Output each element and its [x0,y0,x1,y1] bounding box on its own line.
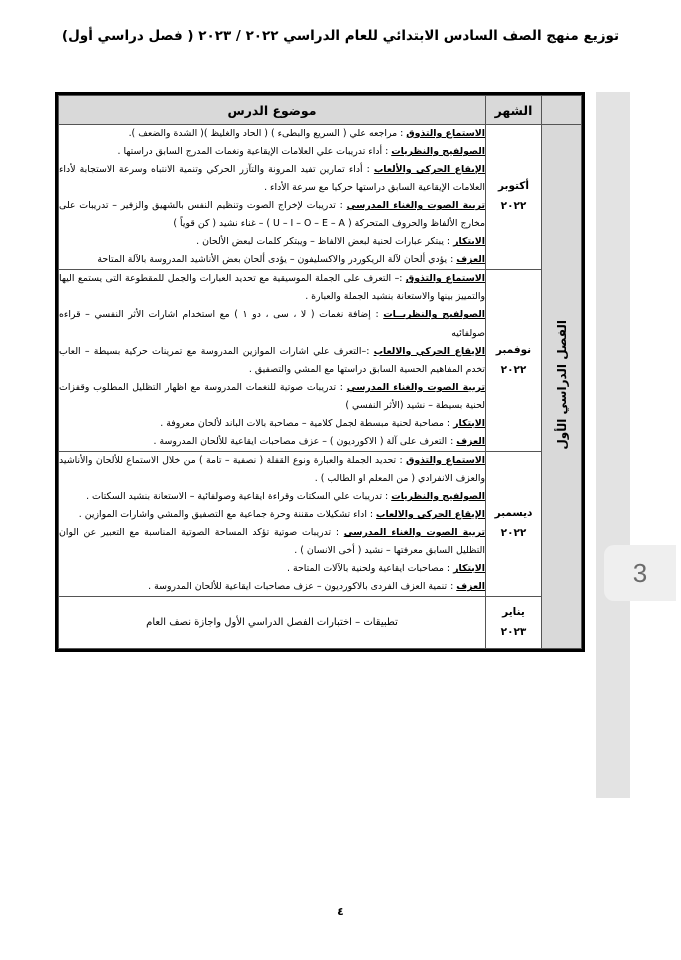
lesson-body: : مصاحبة لحنية مبسطة لجمل كلامية – مصاحبة بالات الباند لألحان معروفة . [160,417,451,429]
month-name: أكتوبر [497,180,530,193]
topic-cell [59,597,486,649]
column-header-topic: موضوع الدرس [59,96,486,125]
folio-number: ٤ [337,905,344,918]
lesson-line [65,613,479,632]
table-body [59,125,582,649]
semester-label: الفصل الدراسي الأول [554,319,569,450]
lesson-line [59,233,485,251]
month-year: ٢٠٢٣ [500,625,527,638]
lesson-line [59,143,485,161]
lesson-line [59,125,485,143]
lesson-label: تربية الصوت والغناء المدرسي [346,200,485,212]
semester-cell [542,125,582,649]
lesson-body: : اداء تشكيلات مقننة وحرة جماعية مع التصفيق والمشي واشارات الموازين . [78,508,374,520]
table-header [59,96,582,125]
lesson-label: العزف [456,581,485,593]
month-name: يناير [502,605,525,618]
lesson-label: العزف [456,435,485,447]
month-year: ٢٠٢٢ [500,200,527,213]
column-header-month: الشهر [486,96,542,125]
lesson-line [59,578,485,596]
month-cell [486,451,542,596]
month-year: ٢٠٢٢ [500,527,527,540]
lesson-line [59,379,485,415]
lesson-label: الإيقاع الحركي والالعاب [376,508,485,520]
lesson-label: الإيقاع الحركي والألعاب [373,164,485,176]
lesson-body: : أداء تمارين تفيد المرونة والتآزر الحركي وتنمية الانتباه وسرعة الاستجابة لأداء العلامات الإيقاعية السابق دراستها حركيا مع سرعة الأداء . [59,164,485,194]
lesson-line [59,488,485,506]
page-number-badge[interactable]: 3 [604,545,676,601]
lesson-line [59,415,485,433]
curriculum-table [58,95,582,649]
lesson-body: : مراجعه علي ( السريع والبطىء ) ( الحاد والغليظ )( الشدة والضعف ). [128,128,404,139]
lesson-line [59,452,485,488]
topic-cell [59,270,486,451]
scan-gutter-shade [596,92,630,798]
lesson-line [59,343,485,379]
lesson-body: : إضافة نغمات ( لا ، سى ، دو ١ ) مع استخدام اشارات الأثر النفسي – قراءه صولفائيه [59,309,485,339]
lesson-line [59,560,485,578]
lesson-body: : تنمية العزف الفردى بالاكورديون – عزف مصاحبات ايقاعية للألحان المدروسة . [148,581,454,593]
lesson-body: : تحديد الجملة والعبارة ونوع القفلة ( نصفية – تامة ) من خلال الاستماع للألحان والأناشيد والعزف الانفرادي ( من المعلم او الطالب ) . [59,454,485,484]
table-row [59,125,582,270]
page-title: توزيع منهج الصف السادس الابتدائي للعام الدراسي ٢٠٢٢ / ٢٠٢٣ ( فصل دراسي أول) [61,28,620,44]
lesson-label: الاستماع والتذوق [405,273,485,285]
column-header-semester [542,96,582,125]
lesson-label: تربية الصوت والغناء المدرسي [346,381,485,393]
lesson-label: الصولفيج والنظريات [391,490,485,502]
lesson-body: : التعرف على آلة ( الاكورديون ) – عزف مصاحبات ايقاعية للألحان المدروسة . [153,435,454,447]
lesson-label: الاستماع والتذوق [406,128,485,139]
lesson-line [59,270,485,306]
lesson-label: العزف [456,254,485,266]
lesson-label: الابتكار [453,236,485,248]
month-year: ٢٠٢٢ [500,363,527,376]
lesson-line [59,197,485,233]
table-header-row [59,96,582,125]
topic-cell [59,125,486,270]
lesson-body: تطبيقات – اختبارات الفصل الدراسي الأول واجازة نصف العام [146,617,398,629]
lesson-line [59,306,485,342]
lesson-body: : يؤدي ألحان لآلة الريكوردر والاكسليفون – يؤدى ألحان بعض الأناشيد المدروسة بالآلة المتاحة [97,254,454,266]
month-cell [486,270,542,451]
lesson-line [59,251,485,269]
lesson-label: الإيقاع الحركي والالعاب [373,345,486,357]
lesson-body: : يبتكر عبارات لحنية لبعض الالفاظ – ويبتكر كلمات لبعض الألحان . [196,236,451,248]
lesson-body: : تدريبات علي السكتات وقراءة ايقاعية وصولفائية – الاستعانة بنشيد السكتات . [86,490,389,502]
table-row [59,451,582,596]
lesson-label: الابتكار [453,563,485,575]
lesson-line [59,161,485,197]
lesson-label: تربية الصوت والغناء المدرسي [343,527,485,539]
lesson-line [59,433,485,451]
lesson-body: : تدريبات صوتية تؤكد المساحة الصوتية المناسبة مع التعبير عن الوان التظليل السابق معرفتها – نشيد ( أخى الانسان ) . [59,527,485,557]
lesson-line [59,524,485,560]
table-row [59,270,582,451]
lesson-body: : تدريبات لإخراج الصوت وتنظيم النفس بالشهيق والزفير – تدريبات على مخارج الألفاظ والحروف المتحركة ( U – I – O – E – A ) – غناء نشيد ( كن قوياً ) [59,200,485,230]
month-cell [486,597,542,649]
lesson-label: الاستماع والتذوق [405,454,485,466]
month-name: ديسمبر [494,507,533,520]
month-cell [486,125,542,270]
curriculum-table-container [55,92,585,652]
lesson-body: :–التعرف علي اشارات الموازين المدروسة مع تمرينات حركية بسيطة – العاب تخدم المفاهيم الحسية السابق دراستها مع المشي والتصفيق . [59,345,485,375]
lesson-body: :– التعرف على الجملة الموسيقية مع تحديد العبارات والجمل للمقطوعة التى يستمع اليها والتمييز بينها والاستعانة بنشيد الجملة والعبارة . [59,273,485,303]
topic-cell [59,451,486,596]
lesson-label: الابتكار [453,417,485,429]
table-row [59,597,582,649]
lesson-label: الصولفيج والنظريات [391,146,485,158]
month-name: نوفمبر [495,343,532,356]
lesson-body: : تدريبات صوتية للنغمات المدروسة مع اظهار التظليل المطلوب وقفزات لحنية بسيطة – نشيد (الأثر النفسي ) [59,381,485,411]
lesson-body: : أداء تدريبات علي العلامات الإيقاعية ونغمات المدرج السابق دراستها . [117,146,389,158]
lesson-body: : مصاحبات ايقاعية ولحنية بالآلات المتاحة . [287,563,451,575]
lesson-line [59,506,485,524]
lesson-label: الصولفيج والنظريــات [383,309,486,321]
